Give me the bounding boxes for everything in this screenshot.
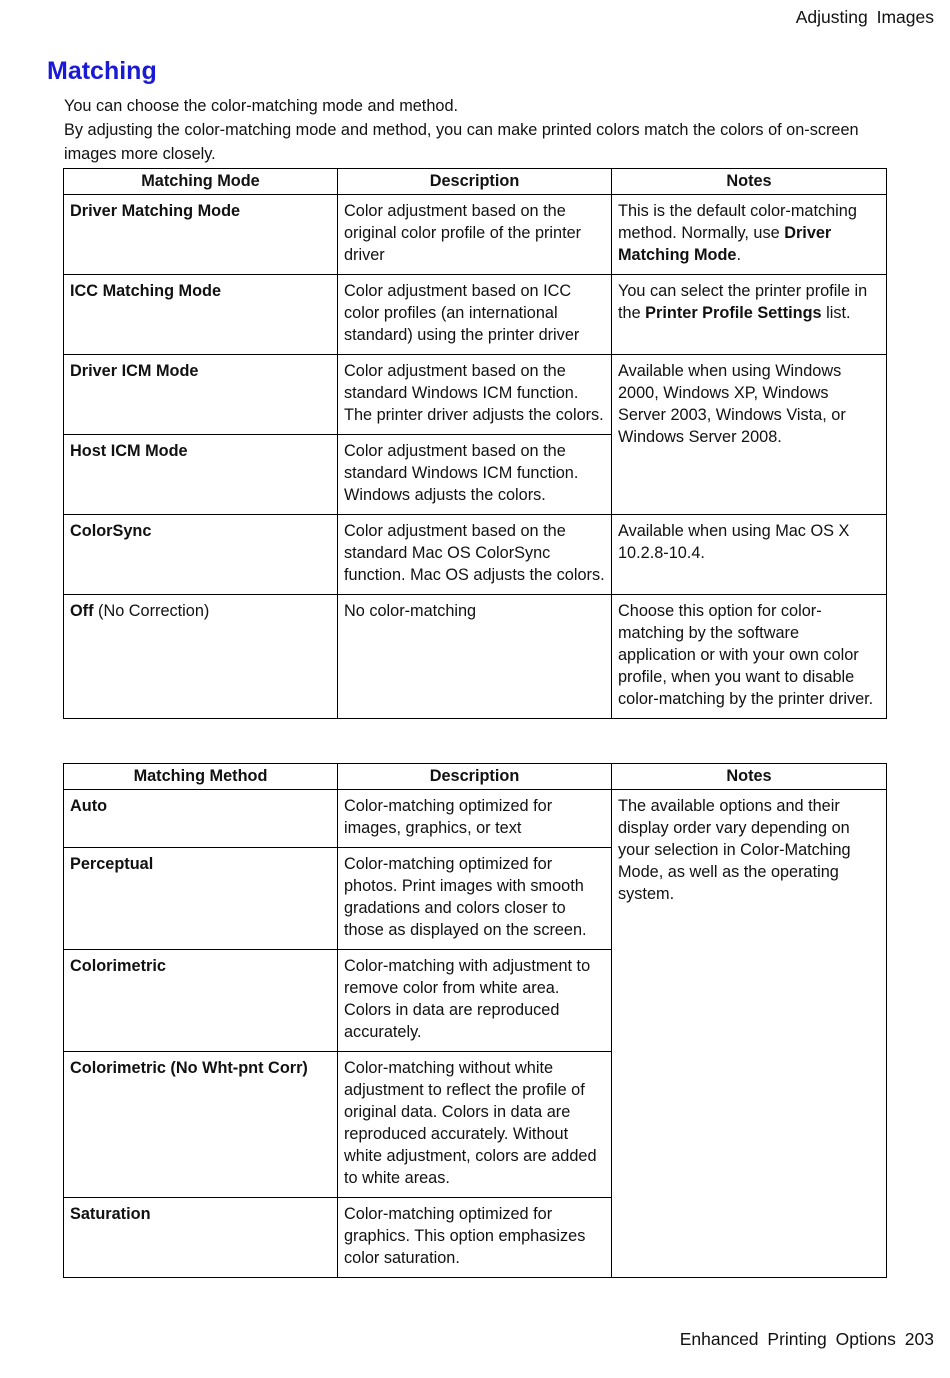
notes-cell: Available when using Mac OS X 10.2.8-10.4. xyxy=(612,515,887,595)
mode-cell xyxy=(64,435,338,515)
intro-line-2: By adjusting the color-matching mode and method, you can make printed colors match the colors of on-screen images more closely. xyxy=(64,121,859,163)
footer-section: Enhanced Printing Options xyxy=(679,1329,896,1349)
method-name: Auto xyxy=(70,797,108,815)
method-name: Colorimetric (No Wht-pnt Corr) xyxy=(70,1059,308,1077)
notes-cell: Choose this option for color-matching by the software application or with your own color profile, when you want to disable color-matching by the printer driver. xyxy=(612,595,887,719)
description-cell: Color-matching without white adjustment to reflect the profile of original data. Colors in data are reproduced accurately. Without white adjustment, colors are added to white areas. xyxy=(338,1052,612,1198)
method-cell xyxy=(64,790,338,848)
notes-cell xyxy=(612,195,887,275)
table-header-row xyxy=(64,764,887,790)
method-cell xyxy=(64,1198,338,1278)
mode-cell xyxy=(64,595,338,719)
table-row xyxy=(64,515,887,595)
table-row xyxy=(64,790,887,848)
notes-text: You can select the printer profile in the xyxy=(618,282,868,322)
table-row xyxy=(64,355,887,435)
table-row xyxy=(64,595,887,719)
notes-text: list. xyxy=(821,304,851,322)
description-cell: Color-matching optimized for images, graphics, or text xyxy=(338,790,612,848)
table-row xyxy=(64,275,887,355)
description-cell: Color adjustment based on the original color profile of the printer driver xyxy=(338,195,612,275)
method-name: Perceptual xyxy=(70,855,154,873)
description-cell: Color-matching with adjustment to remove color from white area. Colors in data are reproduced accurately. xyxy=(338,950,612,1052)
table-row xyxy=(64,195,887,275)
notes-cell xyxy=(612,275,887,355)
running-header: Adjusting Images xyxy=(795,7,934,27)
running-footer xyxy=(680,1328,934,1350)
mode-name: Driver ICM Mode xyxy=(70,362,199,380)
description-cell: No color-matching xyxy=(338,595,612,719)
method-cell xyxy=(64,1052,338,1198)
column-header: Notes xyxy=(612,764,887,790)
column-header: Matching Method xyxy=(64,764,338,790)
mode-cell xyxy=(64,355,338,435)
page-title: Matching xyxy=(47,57,157,85)
description-cell: Color-matching optimized for graphics. This option emphasizes color saturation. xyxy=(338,1198,612,1278)
mode-name: ColorSync xyxy=(70,522,152,540)
intro-line-1: You can choose the color-matching mode and method. xyxy=(64,97,459,115)
column-header: Notes xyxy=(612,169,887,195)
mode-name: Off xyxy=(70,602,94,620)
description-cell: Color adjustment based on the standard Windows ICM function. Windows adjusts the colors. xyxy=(338,435,612,515)
mode-name: ICC Matching Mode xyxy=(70,282,222,300)
notes-cell: The available options and their display order vary depending on your selection in Color-Matching Mode, as well as the operating system. xyxy=(612,790,887,1278)
mode-cell xyxy=(64,515,338,595)
notes-text: This is the default color-matching method. Normally, use xyxy=(618,202,857,242)
table-header-row xyxy=(64,169,887,195)
matching-method-table xyxy=(63,763,887,1278)
column-header: Description xyxy=(338,764,612,790)
description-cell: Color adjustment based on the standard Mac OS ColorSync function. Mac OS adjusts the colors. xyxy=(338,515,612,595)
description-cell: Color adjustment based on ICC color profiles (an international standard) using the printer driver xyxy=(338,275,612,355)
mode-name: Driver Matching Mode xyxy=(70,202,241,220)
description-cell: Color-matching optimized for photos. Print images with smooth gradations and colors closer to those as displayed on the screen. xyxy=(338,848,612,950)
method-name: Colorimetric xyxy=(70,957,166,975)
mode-name: Host ICM Mode xyxy=(70,442,188,460)
description-cell: Color adjustment based on the standard Windows ICM function. The printer driver adjusts the colors. xyxy=(338,355,612,435)
notes-text: . xyxy=(736,246,742,264)
matching-mode-table xyxy=(63,168,887,719)
page-number: 203 xyxy=(904,1329,934,1349)
notes-cell: Available when using Windows 2000, Windows XP, Windows Server 2003, Windows Vista, or Windows Server 2008. xyxy=(612,355,887,515)
mode-cell xyxy=(64,195,338,275)
method-cell xyxy=(64,950,338,1052)
method-cell xyxy=(64,848,338,950)
notes-emphasis: Printer Profile Settings xyxy=(645,304,822,322)
intro-text xyxy=(64,94,894,166)
mode-qualifier: (No Correction) xyxy=(93,602,210,620)
column-header: Matching Mode xyxy=(64,169,338,195)
notes-emphasis: Driver Matching Mode xyxy=(618,224,832,264)
mode-cell xyxy=(64,275,338,355)
method-name: Saturation xyxy=(70,1205,151,1223)
column-header: Description xyxy=(338,169,612,195)
